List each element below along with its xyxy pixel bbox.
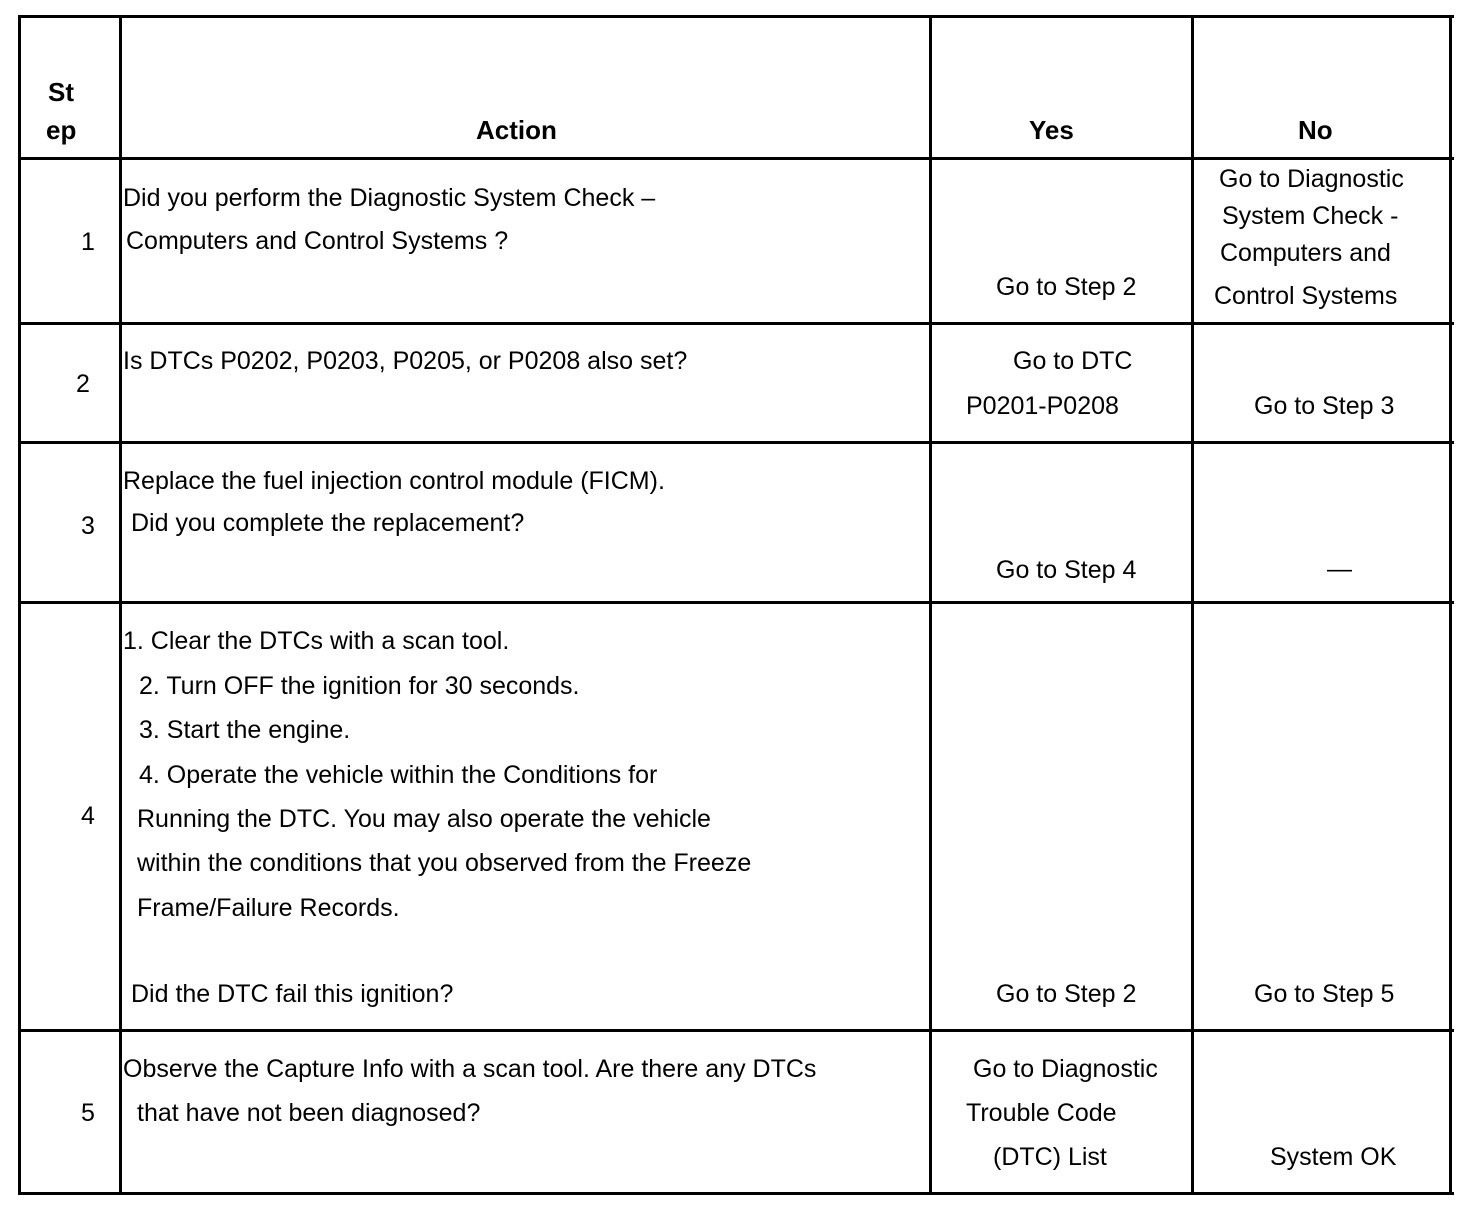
action-list-item: 4. Operate the vehicle within the Conditions for — [139, 761, 658, 789]
table-border-left — [18, 15, 21, 1195]
no-text: Control Systems — [1214, 282, 1398, 310]
row-divider — [18, 1029, 1454, 1032]
action-text: Did you perform the Diagnostic System Check – — [123, 184, 656, 212]
table-border-right — [1449, 15, 1452, 1195]
action-list-item: 3. Start the engine. — [139, 716, 351, 744]
header-action: Action — [476, 115, 557, 145]
no-text: Go to Diagnostic — [1219, 165, 1404, 193]
no-text: System OK — [1270, 1143, 1397, 1171]
yes-text: Go to Step 2 — [996, 273, 1137, 301]
column-divider — [929, 15, 932, 1195]
header-no: No — [1298, 115, 1333, 145]
action-text: Is DTCs P0202, P0203, P0205, or P0208 also set? — [123, 347, 688, 375]
step-number: 4 — [81, 802, 95, 830]
action-text: Did you complete the replacement? — [131, 509, 525, 537]
step-number: 5 — [81, 1099, 95, 1127]
table-border-top — [18, 15, 1454, 18]
yes-text: Go to Step 2 — [996, 980, 1137, 1008]
action-text: Replace the fuel injection control module (FICM). — [123, 467, 665, 495]
column-divider — [119, 15, 122, 1195]
action-text: that have not been diagnosed? — [137, 1099, 481, 1127]
action-text: Computers and Control Systems ? — [126, 227, 509, 255]
action-list-item: 2. Turn OFF the ignition for 30 seconds. — [139, 672, 580, 700]
yes-text: (DTC) List — [993, 1143, 1107, 1171]
row-divider — [18, 322, 1454, 325]
no-text: Go to Step 3 — [1254, 392, 1395, 420]
row-divider — [18, 441, 1454, 444]
yes-text: Go to Step 4 — [996, 556, 1137, 584]
no-text: Computers and — [1220, 239, 1391, 267]
header-step-line1: St — [48, 77, 74, 107]
step-number: 3 — [81, 512, 95, 540]
yes-text: P0201-P0208 — [966, 392, 1119, 420]
row-divider — [18, 157, 1454, 160]
yes-text: Trouble Code — [966, 1099, 1117, 1127]
header-step-line2: ep — [46, 115, 77, 145]
step-number: 2 — [76, 370, 90, 398]
action-text: within the conditions that you observed from the Freeze — [137, 849, 752, 877]
column-divider — [1191, 15, 1194, 1195]
yes-text: Go to Diagnostic — [973, 1055, 1158, 1083]
header-yes: Yes — [1029, 115, 1074, 145]
action-text: Observe the Capture Info with a scan tool. Are there any DTCs — [123, 1055, 817, 1083]
action-text: Frame/Failure Records. — [137, 894, 400, 922]
action-list-item: 1. Clear the DTCs with a scan tool. — [123, 627, 510, 655]
step-number: 1 — [81, 228, 95, 256]
no-text: — — [1327, 555, 1352, 583]
no-text: System Check - — [1222, 202, 1399, 230]
action-question: Did the DTC fail this ignition? — [131, 980, 454, 1008]
yes-text: Go to DTC — [1013, 347, 1133, 375]
no-text: Go to Step 5 — [1254, 980, 1395, 1008]
row-divider — [18, 601, 1454, 604]
table-border-bottom — [18, 1192, 1454, 1195]
action-text: Running the DTC. You may also operate the vehicle — [137, 805, 711, 833]
